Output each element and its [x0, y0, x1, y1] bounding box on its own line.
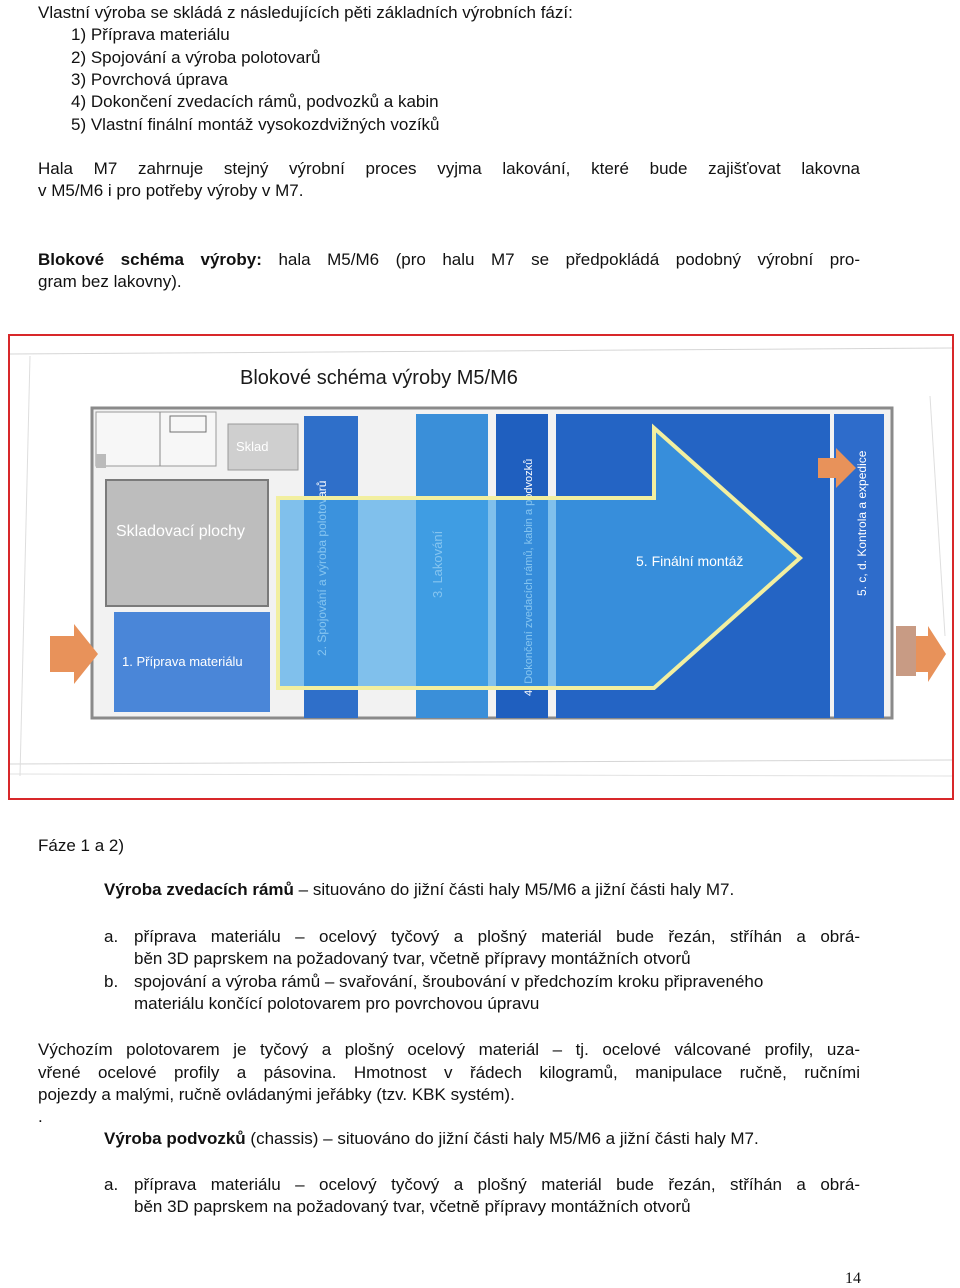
ramy-b-line1: spojování a výroba rámů – svařování, šroubování v předchozím kroku připraveného — [134, 972, 764, 991]
podvozky-rest: (chassis) – situováno do jižní části haly M5/M6 a jižní části haly M7. — [245, 1129, 759, 1148]
faze-heading: Fáze 1 a 2) — [38, 836, 124, 855]
ramy-rest: – situováno do jižní části haly M5/M6 a jižní části haly M7. — [293, 880, 735, 899]
ramy-heading — [104, 880, 734, 900]
office-rooms — [96, 412, 216, 466]
block-schema-diagram — [10, 336, 952, 798]
podvozky-a-line2: běn 3D paprskem na požadovaný tvar, včetně přípravy montážních otvorů — [134, 1197, 691, 1216]
intro-lead: Vlastní výroba se skládá z následujících pěti základních výrobních fází: — [38, 3, 573, 22]
ramy-b-marker: b. — [104, 972, 119, 991]
phase-item-5: 5) Vlastní finální montáž vysokozdvižných vozíků — [71, 115, 440, 134]
podvozky-a-marker: a. — [104, 1175, 119, 1194]
podvozky-heading — [104, 1129, 759, 1149]
phase1-label: 1. Příprava materiálu — [122, 654, 243, 669]
polotovar-line3: pojezdy a malými, ručně ovládanými jeřábky (tzv. KBK systém). — [38, 1085, 515, 1104]
phase-item-4: 4) Dokončení zvedacích rámů, podvozků a kabin — [71, 92, 439, 111]
block-intro-bold: Blokové schéma výroby: — [38, 250, 262, 269]
phase6-label: 5. c, d. Kontrola a expedice — [855, 450, 869, 596]
site-line — [10, 348, 952, 354]
block-schema-figure — [8, 334, 954, 800]
podvozky-bold: Výroba podvozků — [104, 1129, 246, 1148]
block-intro-line1 — [38, 250, 860, 270]
site-line — [930, 396, 945, 636]
door — [96, 454, 106, 468]
ramy-b-line2: materiálu končící polotovarem pro povrchovou úpravu — [134, 994, 540, 1013]
ramy-bold: Výroba zvedacích rámů — [104, 880, 294, 899]
block-intro-line2: gram bez lakovny). — [38, 272, 182, 291]
phase-item-1: 1) Příprava materiálu — [71, 25, 230, 44]
hall-m7-line2: v M5/M6 i pro potřeby výroby v M7. — [38, 181, 304, 200]
storage-area — [106, 480, 268, 606]
diagram-title: Blokové schéma výroby M5/M6 — [240, 367, 518, 389]
ramy-a-line2: běn 3D paprskem na požadovaný tvar, včetně přípravy montážních otvorů — [134, 949, 691, 968]
block-intro-rest: hala M5/M6 (pro halu M7 se předpokládá podobný výrobní pro- — [261, 250, 860, 269]
phase5-label: 5. Finální montáž — [636, 553, 744, 569]
ramy-a-marker: a. — [104, 927, 119, 946]
site-line — [10, 774, 952, 776]
hall-m7-line1: Hala M7 zahrnuje stejný výrobní proces vyjma lakování, které bude zajišťovat lakovna — [38, 159, 860, 178]
phase-item-2: 2) Spojování a výroba polotovarů — [71, 48, 321, 67]
podvozky-a-line1: příprava materiálu – ocelový tyčový a plošný materiál bude řezán, stříhán a obrá- — [134, 1175, 860, 1194]
polotovar-line2: vřené ocelové profily a pásovina. Hmotnost v řádech kilogramů, manipulace ručně, ručními — [38, 1063, 860, 1082]
outbound-arrow-right — [916, 626, 946, 682]
polotovar-line1: Výchozím polotovarem je tyčový a plošný ocelový materiál – tj. ocelové válcované profily, uza- — [38, 1040, 860, 1059]
site-line — [10, 760, 952, 764]
page-number: 14 — [845, 1270, 861, 1287]
site-line — [20, 356, 30, 776]
phase-item-3: 3) Povrchová úprava — [71, 70, 228, 89]
storage-label: Skladovací plochy — [116, 523, 245, 540]
gate — [896, 626, 916, 676]
polotovar-dot: . — [38, 1107, 43, 1126]
sklad-label: Sklad — [236, 439, 269, 454]
ramy-a-line1: příprava materiálu – ocelový tyčový a plošný materiál bude řezán, stříhán a obrá- — [134, 927, 860, 946]
